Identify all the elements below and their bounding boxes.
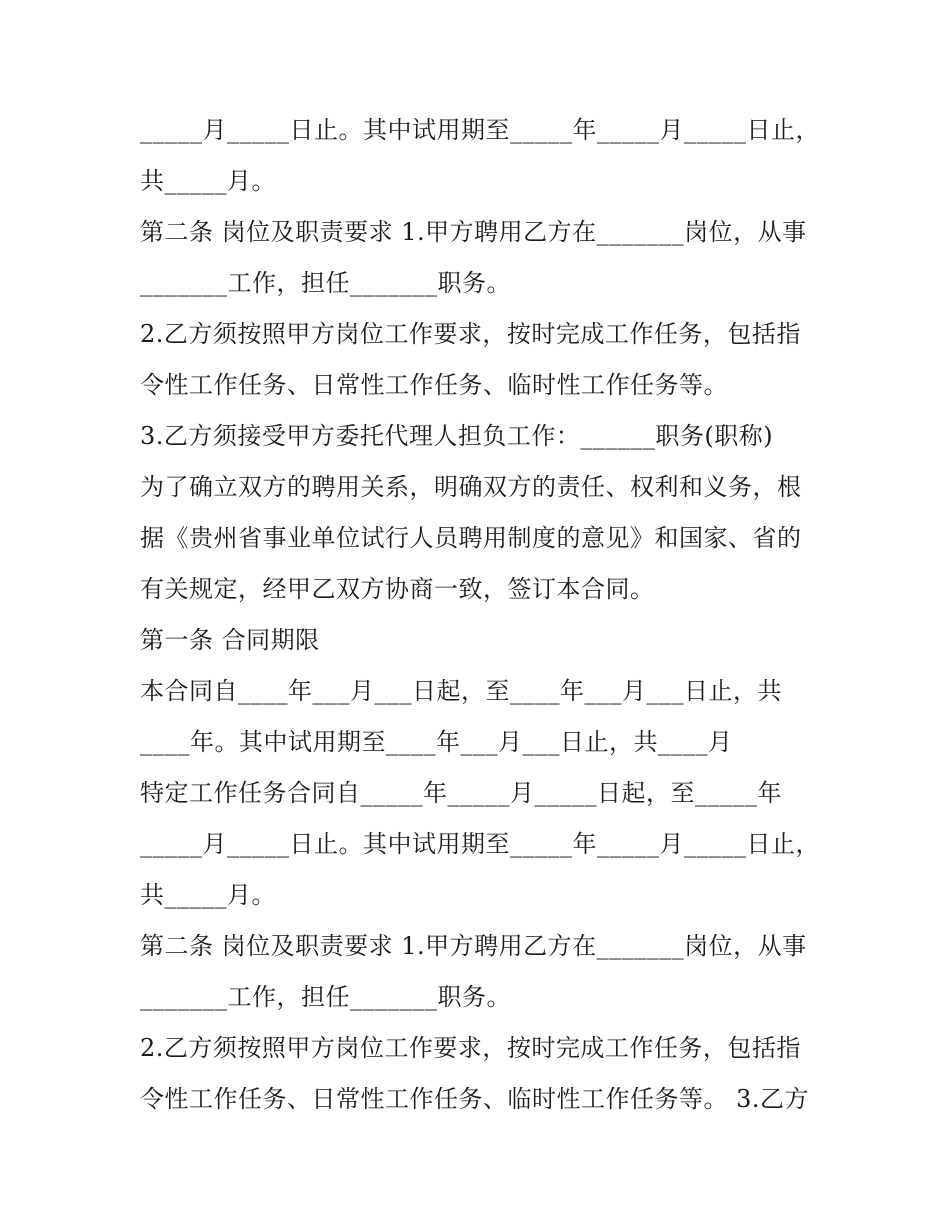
text-line: 令性工作任务、日常性工作任务、临时性工作任务等。 xyxy=(140,371,728,399)
document-body xyxy=(140,105,830,1125)
text-line: 有关规定，经甲乙双方协商一致，签订本合同。 xyxy=(140,575,655,603)
text-line: 共_____月。 xyxy=(140,881,276,909)
text-line: 第二条 岗位及职责要求 1.甲方聘用乙方在_______岗位，从事 xyxy=(140,218,807,246)
section-heading: 第一条 合同期限 xyxy=(140,626,320,654)
text-line: ____年。其中试用期至____年___月___日止，共____月 xyxy=(140,728,733,756)
text-line: _____月_____日止。其中试用期至_____年_____月_____日止， xyxy=(140,116,820,144)
text-line: 3.乙方须接受甲方委托代理人担负工作：______职务(职称) xyxy=(140,422,774,450)
text-line: 特定工作任务合同自_____年_____月_____日起，至_____年 xyxy=(140,779,782,807)
text-line: _______工作，担任_______职务。 xyxy=(140,269,511,297)
text-line: 据《贵州省事业单位试行人员聘用制度的意见》和国家、省的 xyxy=(140,524,802,552)
text-line: 2.乙方须按照甲方岗位工作要求，按时完成工作任务，包括指 xyxy=(140,1034,801,1062)
text-line: 本合同自____年___月___日起，至____年___月___日止，共 xyxy=(140,677,782,705)
text-line: _______工作，担任_______职务。 xyxy=(140,983,511,1011)
text-line: 第二条 岗位及职责要求 1.甲方聘用乙方在_______岗位，从事 xyxy=(140,932,807,960)
text-line: 令性工作任务、日常性工作任务、临时性工作任务等。 3.乙方 xyxy=(140,1085,810,1113)
text-line: 为了确立双方的聘用关系，明确双方的责任、权利和义务，根 xyxy=(140,473,802,501)
text-line: 2.乙方须按照甲方岗位工作要求，按时完成工作任务，包括指 xyxy=(140,320,801,348)
text-line: _____月_____日止。其中试用期至_____年_____月_____日止， xyxy=(140,830,820,858)
text-line: 共_____月。 xyxy=(140,167,276,195)
